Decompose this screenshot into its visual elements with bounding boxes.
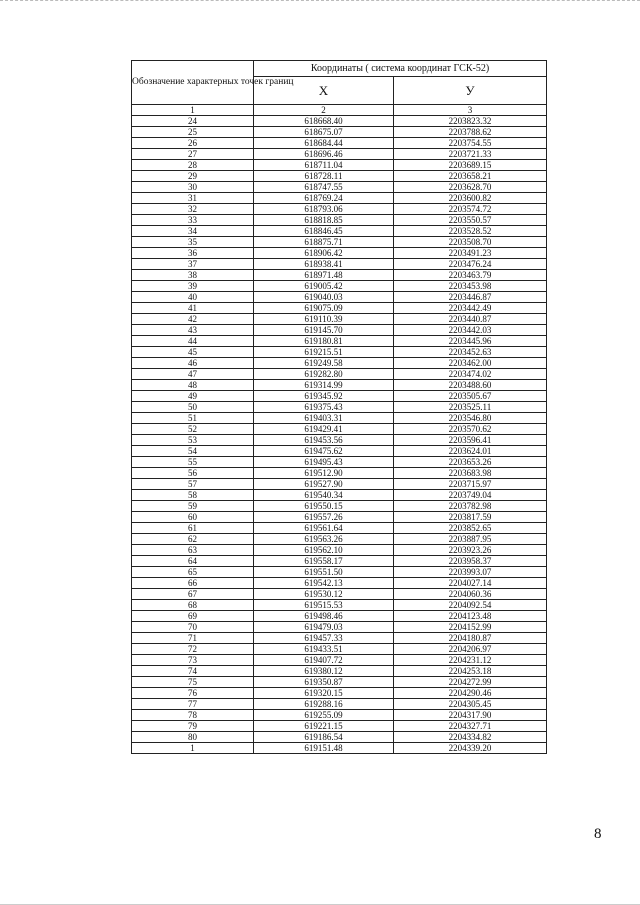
y-cell: 2204317.90 [394, 710, 547, 721]
x-cell: 619288.16 [254, 699, 394, 710]
table-row [132, 358, 547, 369]
table-row [132, 127, 547, 138]
table-row [132, 347, 547, 358]
x-cell: 619561.64 [254, 523, 394, 534]
x-cell: 619403.31 [254, 413, 394, 424]
x-cell: 619540.34 [254, 490, 394, 501]
y-cell: 2204152.99 [394, 622, 547, 633]
table-row [132, 699, 547, 710]
x-cell: 618728.11 [254, 171, 394, 182]
point-cell: 36 [132, 248, 254, 259]
x-cell: 619320.15 [254, 688, 394, 699]
y-cell: 2204123.48 [394, 611, 547, 622]
point-cell: 80 [132, 732, 254, 743]
point-cell: 27 [132, 149, 254, 160]
table-row [132, 545, 547, 556]
y-cell: 2203958.37 [394, 556, 547, 567]
x-cell: 619512.90 [254, 468, 394, 479]
table-row [132, 270, 547, 281]
y-cell: 2203653.26 [394, 457, 547, 468]
y-cell: 2203463.79 [394, 270, 547, 281]
x-cell: 619005.42 [254, 281, 394, 292]
x-cell: 619429.41 [254, 424, 394, 435]
x-cell: 619345.92 [254, 391, 394, 402]
x-cell: 619375.43 [254, 402, 394, 413]
column-number-1: 1 [132, 105, 254, 116]
point-cell: 43 [132, 325, 254, 336]
x-cell: 619180.81 [254, 336, 394, 347]
table-row [132, 303, 547, 314]
point-cell: 72 [132, 644, 254, 655]
column-number-2: 2 [254, 105, 394, 116]
table-row [132, 215, 547, 226]
x-cell: 619495.43 [254, 457, 394, 468]
point-cell: 45 [132, 347, 254, 358]
header-point-label: Обозначение характерных точек границ [132, 61, 254, 105]
header-y: У [394, 77, 547, 105]
y-cell: 2203453.98 [394, 281, 547, 292]
point-cell: 53 [132, 435, 254, 446]
y-cell: 2203749.04 [394, 490, 547, 501]
y-cell: 2203508.70 [394, 237, 547, 248]
point-cell: 57 [132, 479, 254, 490]
x-cell: 619562.10 [254, 545, 394, 556]
y-cell: 2203754.55 [394, 138, 547, 149]
point-cell: 61 [132, 523, 254, 534]
y-cell: 2204231.12 [394, 655, 547, 666]
y-cell: 2203488.60 [394, 380, 547, 391]
table-row [132, 182, 547, 193]
point-cell: 30 [132, 182, 254, 193]
header-x: X [254, 77, 394, 105]
point-cell: 59 [132, 501, 254, 512]
point-cell: 41 [132, 303, 254, 314]
x-cell: 619542.13 [254, 578, 394, 589]
y-cell: 2203442.03 [394, 325, 547, 336]
y-cell: 2204339.20 [394, 743, 547, 754]
y-cell: 2203574.72 [394, 204, 547, 215]
table-row [132, 204, 547, 215]
table-row [132, 292, 547, 303]
point-cell: 70 [132, 622, 254, 633]
x-cell: 619380.12 [254, 666, 394, 677]
point-cell: 31 [132, 193, 254, 204]
column-number-3: 3 [394, 105, 547, 116]
table-row [132, 413, 547, 424]
x-cell: 619498.46 [254, 611, 394, 622]
y-cell: 2204092.54 [394, 600, 547, 611]
y-cell: 2203525.11 [394, 402, 547, 413]
x-cell: 619551.50 [254, 567, 394, 578]
x-cell: 619282.80 [254, 369, 394, 380]
y-cell: 2203546.80 [394, 413, 547, 424]
x-cell: 619075.09 [254, 303, 394, 314]
x-cell: 619515.53 [254, 600, 394, 611]
x-cell: 619479.03 [254, 622, 394, 633]
table-row [132, 677, 547, 688]
table-row [132, 611, 547, 622]
y-cell: 2203440.87 [394, 314, 547, 325]
table-row [132, 457, 547, 468]
point-cell: 49 [132, 391, 254, 402]
table-row [132, 116, 547, 127]
y-cell: 2203887.95 [394, 534, 547, 545]
y-cell: 2203782.98 [394, 501, 547, 512]
point-cell: 29 [132, 171, 254, 182]
table-row [132, 149, 547, 160]
x-cell: 618906.42 [254, 248, 394, 259]
x-cell: 618747.55 [254, 182, 394, 193]
x-cell: 618684.44 [254, 138, 394, 149]
point-cell: 73 [132, 655, 254, 666]
table-row [132, 424, 547, 435]
y-cell: 2204290.46 [394, 688, 547, 699]
table-row [132, 446, 547, 457]
y-cell: 2204334.82 [394, 732, 547, 743]
point-cell: 74 [132, 666, 254, 677]
table-row [132, 743, 547, 754]
point-cell: 75 [132, 677, 254, 688]
table-row [132, 556, 547, 567]
y-cell: 2203923.26 [394, 545, 547, 556]
table-row [132, 501, 547, 512]
y-cell: 2203445.96 [394, 336, 547, 347]
y-cell: 2204272.99 [394, 677, 547, 688]
x-cell: 619527.90 [254, 479, 394, 490]
y-cell: 2203474.02 [394, 369, 547, 380]
y-cell: 2204027.14 [394, 578, 547, 589]
y-cell: 2203452.63 [394, 347, 547, 358]
table-row [132, 732, 547, 743]
point-cell: 32 [132, 204, 254, 215]
y-cell: 2203721.33 [394, 149, 547, 160]
point-cell: 44 [132, 336, 254, 347]
point-cell: 60 [132, 512, 254, 523]
page-top-edge [0, 0, 640, 2]
point-cell: 42 [132, 314, 254, 325]
table-row [132, 237, 547, 248]
y-cell: 2203993.07 [394, 567, 547, 578]
table-row [132, 248, 547, 259]
x-cell: 619255.09 [254, 710, 394, 721]
x-cell: 618696.46 [254, 149, 394, 160]
y-cell: 2203596.41 [394, 435, 547, 446]
point-cell: 26 [132, 138, 254, 149]
table-row [132, 314, 547, 325]
point-cell: 50 [132, 402, 254, 413]
x-cell: 618668.40 [254, 116, 394, 127]
y-cell: 2203817.59 [394, 512, 547, 523]
table-row [132, 380, 547, 391]
y-cell: 2204180.87 [394, 633, 547, 644]
table-row [132, 226, 547, 237]
point-cell: 25 [132, 127, 254, 138]
point-cell: 33 [132, 215, 254, 226]
x-cell: 618675.07 [254, 127, 394, 138]
table-row [132, 710, 547, 721]
y-cell: 2203658.21 [394, 171, 547, 182]
point-cell: 62 [132, 534, 254, 545]
point-cell: 24 [132, 116, 254, 127]
x-cell: 618971.48 [254, 270, 394, 281]
point-cell: 67 [132, 589, 254, 600]
y-cell: 2203600.82 [394, 193, 547, 204]
y-cell: 2203476.24 [394, 259, 547, 270]
y-cell: 2203446.87 [394, 292, 547, 303]
x-cell: 619040.03 [254, 292, 394, 303]
y-cell: 2203788.62 [394, 127, 547, 138]
y-cell: 2203628.70 [394, 182, 547, 193]
table-row [132, 468, 547, 479]
point-cell: 68 [132, 600, 254, 611]
table-row [132, 479, 547, 490]
page-number: 8 [594, 826, 602, 842]
point-cell: 40 [132, 292, 254, 303]
x-cell: 619453.56 [254, 435, 394, 446]
point-cell: 78 [132, 710, 254, 721]
y-cell: 2203442.49 [394, 303, 547, 314]
x-cell: 619433.51 [254, 644, 394, 655]
point-cell: 38 [132, 270, 254, 281]
point-cell: 77 [132, 699, 254, 710]
x-cell: 619314.99 [254, 380, 394, 391]
point-cell: 34 [132, 226, 254, 237]
y-cell: 2203505.67 [394, 391, 547, 402]
x-cell: 618793.06 [254, 204, 394, 215]
point-cell: 28 [132, 160, 254, 171]
y-cell: 2203823.32 [394, 116, 547, 127]
x-cell: 619563.26 [254, 534, 394, 545]
point-cell: 52 [132, 424, 254, 435]
point-cell: 51 [132, 413, 254, 424]
point-cell: 65 [132, 567, 254, 578]
x-cell: 618846.45 [254, 226, 394, 237]
point-cell: 79 [132, 721, 254, 732]
y-cell: 2203683.98 [394, 468, 547, 479]
table-row [132, 138, 547, 149]
x-cell: 619215.51 [254, 347, 394, 358]
x-cell: 618938.41 [254, 259, 394, 270]
point-cell: 69 [132, 611, 254, 622]
y-cell: 2204253.18 [394, 666, 547, 677]
header-coordinates-group: Координаты ( система координат ГСК-52) [254, 61, 547, 77]
point-cell: 1 [132, 743, 254, 754]
point-cell: 58 [132, 490, 254, 501]
table-row [132, 644, 547, 655]
x-cell: 619557.26 [254, 512, 394, 523]
y-cell: 2203689.15 [394, 160, 547, 171]
y-cell: 2204206.97 [394, 644, 547, 655]
x-cell: 619350.87 [254, 677, 394, 688]
table-row [132, 171, 547, 182]
table-row [132, 325, 547, 336]
table-row [132, 369, 547, 380]
y-cell: 2203550.57 [394, 215, 547, 226]
table-row [132, 490, 547, 501]
table-row [132, 336, 547, 347]
table-row [132, 523, 547, 534]
y-cell: 2203528.52 [394, 226, 547, 237]
x-cell: 618818.85 [254, 215, 394, 226]
x-cell: 619530.12 [254, 589, 394, 600]
y-cell: 2203491.23 [394, 248, 547, 259]
table-row [132, 435, 547, 446]
x-cell: 619249.58 [254, 358, 394, 369]
x-cell: 619550.15 [254, 501, 394, 512]
x-cell: 618875.71 [254, 237, 394, 248]
point-cell: 76 [132, 688, 254, 699]
point-cell: 55 [132, 457, 254, 468]
point-cell: 54 [132, 446, 254, 457]
table-row [132, 688, 547, 699]
table-row [132, 193, 547, 204]
point-cell: 64 [132, 556, 254, 567]
table-row [132, 578, 547, 589]
x-cell: 619558.17 [254, 556, 394, 567]
table-row [132, 281, 547, 292]
table-row [132, 589, 547, 600]
y-cell: 2203624.01 [394, 446, 547, 457]
y-cell: 2203462.00 [394, 358, 547, 369]
point-cell: 46 [132, 358, 254, 369]
y-cell: 2204327.71 [394, 721, 547, 732]
y-cell: 2204060.36 [394, 589, 547, 600]
y-cell: 2203852.65 [394, 523, 547, 534]
table-row [132, 600, 547, 611]
point-cell: 39 [132, 281, 254, 292]
table-row [132, 402, 547, 413]
x-cell: 619407.72 [254, 655, 394, 666]
x-cell: 619221.15 [254, 721, 394, 732]
point-cell: 66 [132, 578, 254, 589]
point-cell: 56 [132, 468, 254, 479]
table-row [132, 534, 547, 545]
y-cell: 2203570.62 [394, 424, 547, 435]
table-row [132, 655, 547, 666]
point-cell: 35 [132, 237, 254, 248]
point-cell: 48 [132, 380, 254, 391]
table-row [132, 391, 547, 402]
x-cell: 619475.62 [254, 446, 394, 457]
x-cell: 618769.24 [254, 193, 394, 204]
table-row [132, 721, 547, 732]
x-cell: 619110.39 [254, 314, 394, 325]
table-row [132, 567, 547, 578]
y-cell: 2203715.97 [394, 479, 547, 490]
point-cell: 37 [132, 259, 254, 270]
table-row [132, 666, 547, 677]
x-cell: 619151.48 [254, 743, 394, 754]
x-cell: 619145.70 [254, 325, 394, 336]
point-cell: 63 [132, 545, 254, 556]
point-cell: 71 [132, 633, 254, 644]
table-row [132, 259, 547, 270]
table-row [132, 622, 547, 633]
table-row [132, 633, 547, 644]
coordinates-table [131, 60, 547, 754]
x-cell: 618711.04 [254, 160, 394, 171]
y-cell: 2204305.45 [394, 699, 547, 710]
table-body [132, 116, 547, 754]
x-cell: 619457.33 [254, 633, 394, 644]
table-row [132, 512, 547, 523]
table-row [132, 160, 547, 171]
x-cell: 619186.54 [254, 732, 394, 743]
point-cell: 47 [132, 369, 254, 380]
